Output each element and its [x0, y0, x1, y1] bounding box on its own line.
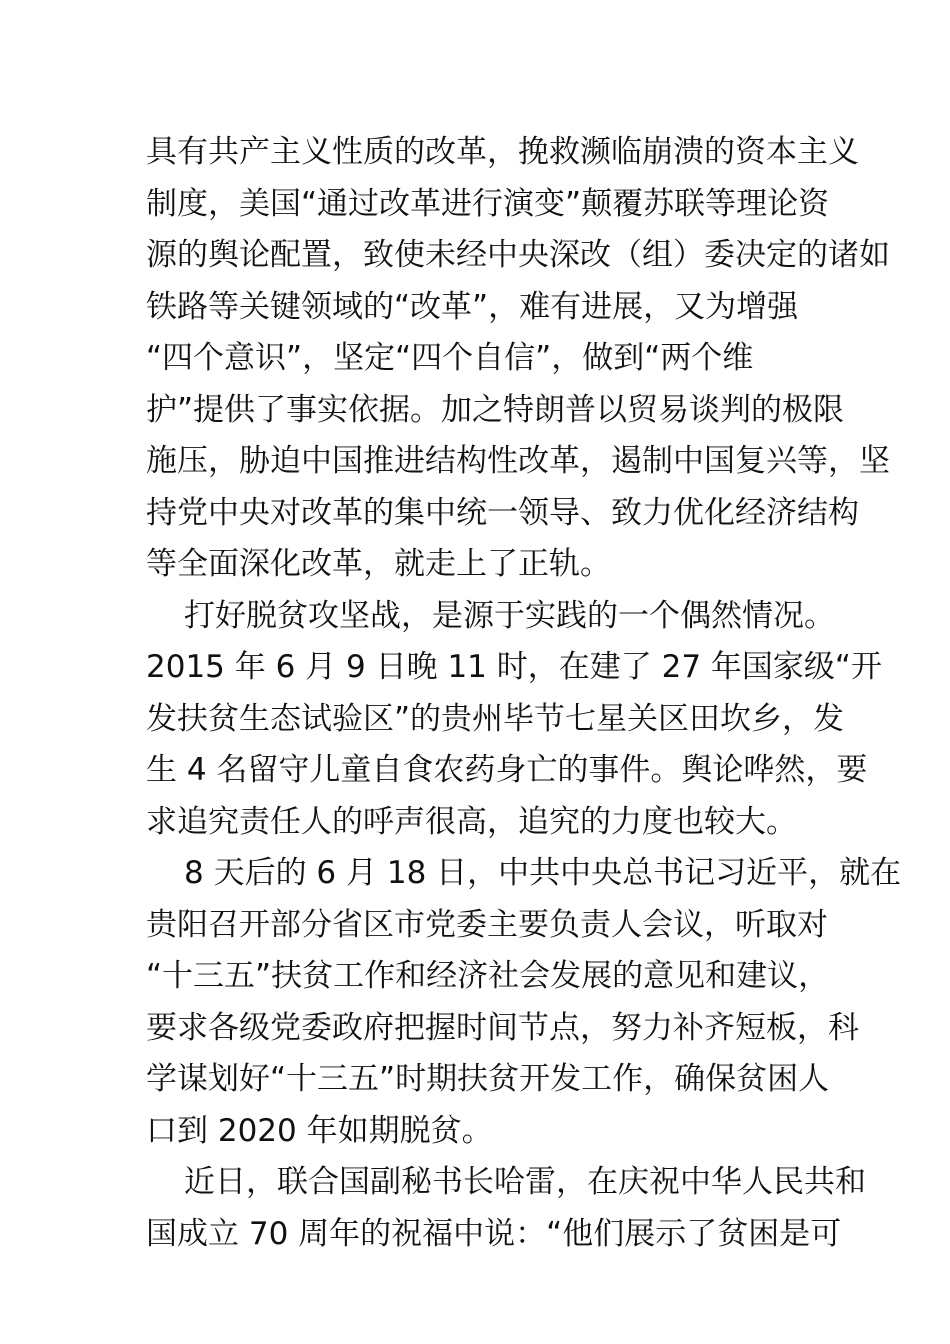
- text-line: “十三五”扶贫工作和经济社会发展的意见和建议，: [146, 958, 830, 994]
- text-line: 口到 2020 年如期脱贫。: [146, 1112, 493, 1149]
- text-line: 护”提供了事实依据。加之特朗普以贸易谈判的极限: [146, 391, 845, 428]
- paragraph-start-line: 近日，联合国副秘书长哈雷，在庆祝中华人民共和: [184, 1164, 866, 1200]
- text-line: “四个意识”，坚定“四个自信”，做到“两个维: [146, 340, 754, 376]
- text-line: 求追究责任人的呼声很高，追究的力度也较大。: [146, 803, 797, 840]
- text-line: 制度，美国“通过改革进行演变”颠覆苏联等理论资: [146, 185, 830, 222]
- text-line: 铁路等关键领域的“改革”，难有进展，又为增强: [146, 288, 799, 325]
- text-line: 施压，胁迫中国推进结构性改革，遏制中国复兴等，坚: [146, 443, 890, 479]
- text-line: 2015 年 6 月 9 日晚 11 时，在建了 27 年国家级“开: [146, 649, 882, 685]
- text-line: 学谋划好“十三五”时期扶贫开发工作，确保贫困人: [146, 1061, 830, 1097]
- paragraph-start-line: 8 天后的 6 月 18 日，中共中央总书记习近平，就在: [184, 855, 902, 891]
- text-line: 要求各级党委政府把握时间节点，努力补齐短板，科: [146, 1009, 859, 1046]
- text-line: 具有共产主义性质的改革，挽救濒临崩溃的资本主义: [146, 134, 859, 170]
- text-line: 等全面深化改革，就走上了正轨。: [146, 546, 611, 582]
- body-text: [146, 127, 902, 1260]
- text-line: 发扶贫生态试验区”的贵州毕节七星关区田坎乡，发: [146, 700, 845, 737]
- text-line: 国成立 70 周年的祝福中说：“他们展示了贫困是可: [146, 1215, 842, 1252]
- text-line: 源的舆论配置，致使未经中央深改（组）委决定的诸如: [146, 237, 890, 273]
- text-line: 生 4 名留守儿童自食农药身亡的事件。舆论哗然，要: [146, 752, 868, 788]
- paragraph-start-line: 打好脱贫攻坚战，是源于实践的一个偶然情况。: [184, 597, 835, 634]
- text-line: 贵阳召开部分省区市党委主要负责人会议，听取对: [146, 906, 828, 943]
- text-line: 持党中央对改革的集中统一领导、致力优化经济结构: [146, 494, 859, 531]
